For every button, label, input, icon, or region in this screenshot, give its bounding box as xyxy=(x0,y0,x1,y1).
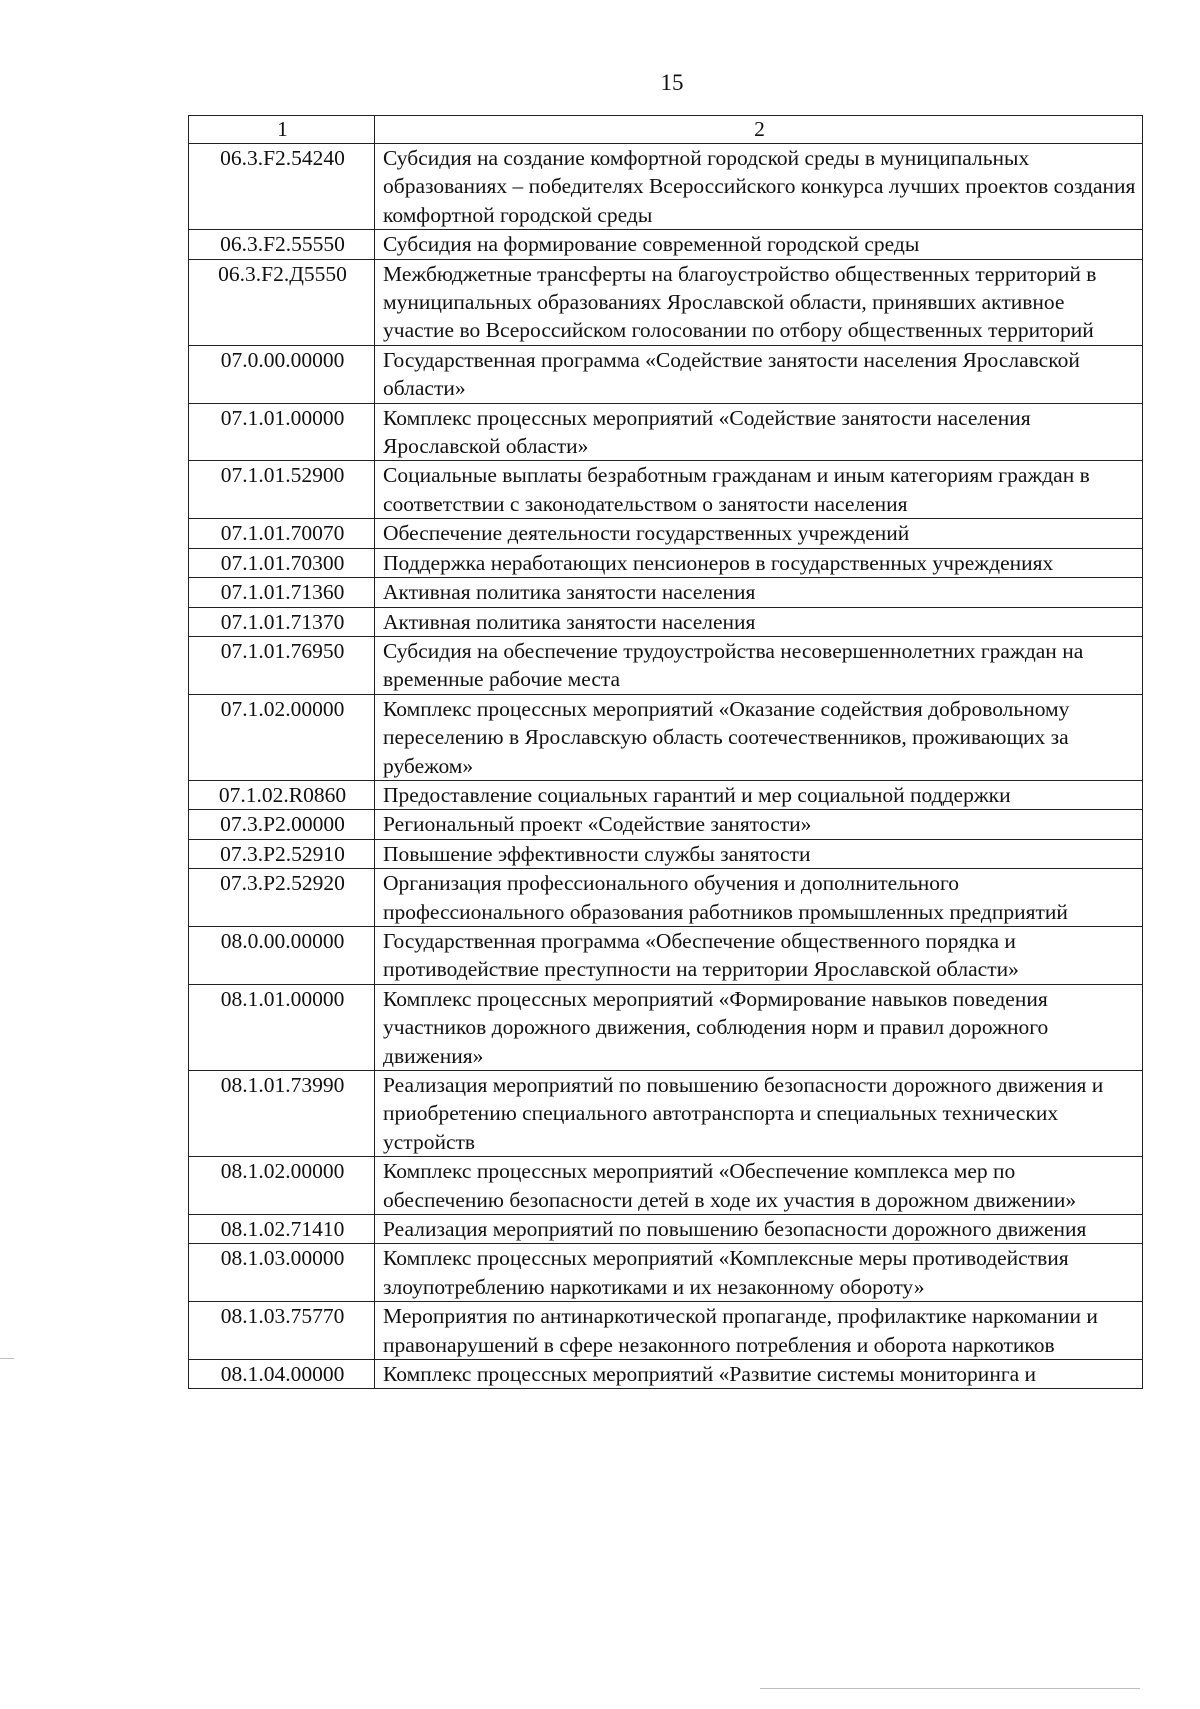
budget-code-cell: 08.1.01.73990 xyxy=(189,1071,375,1157)
budget-code-cell: 07.1.01.71370 xyxy=(189,607,375,636)
table-row xyxy=(189,869,1143,927)
scan-mark xyxy=(760,1688,1140,1689)
budget-code-cell: 06.3.F2.55550 xyxy=(189,230,375,259)
expenditure-name-cell: Субсидия на создание комфортной городской среды в муниципальных образованиях – победителях Всероссийского конкурса лучших проектов создания комфортной городской среды xyxy=(375,144,1143,230)
table-row xyxy=(189,144,1143,230)
expenditure-name-cell: Реализация мероприятий по повышению безопасности дорожного движения xyxy=(375,1215,1143,1244)
column-header-2: 2 xyxy=(375,116,1143,144)
budget-code-cell: 07.1.01.71360 xyxy=(189,578,375,607)
budget-code-cell: 07.1.02.00000 xyxy=(189,694,375,780)
expenditure-name-cell: Государственная программа «Обеспечение общественного порядка и противодействие преступности на территории Ярославской области» xyxy=(375,926,1143,984)
budget-code-cell: 07.1.01.70070 xyxy=(189,519,375,548)
expenditure-name-cell: Активная политика занятости населения xyxy=(375,607,1143,636)
table-row xyxy=(189,1244,1143,1302)
table-row xyxy=(189,839,1143,868)
expenditure-name-cell: Комплекс процессных мероприятий «Обеспечение комплекса мер по обеспечению безопасности детей в ходе их участия в дорожном движении» xyxy=(375,1157,1143,1215)
expenditure-name-cell: Организация профессионального обучения и дополнительного профессионального образования работников промышленных предприятий xyxy=(375,869,1143,927)
table-row xyxy=(189,1360,1143,1389)
table-row xyxy=(189,984,1143,1070)
expenditure-name-cell: Активная политика занятости населения xyxy=(375,578,1143,607)
page-number: 15 xyxy=(660,70,684,95)
table-row xyxy=(189,461,1143,519)
budget-code-cell: 07.1.01.52900 xyxy=(189,461,375,519)
table-row xyxy=(189,607,1143,636)
budget-code-cell: 08.1.04.00000 xyxy=(189,1360,375,1389)
table-header-row xyxy=(189,116,1143,144)
table-row xyxy=(189,694,1143,780)
table-row xyxy=(189,1302,1143,1360)
expenditure-name-cell: Комплекс процессных мероприятий «Комплексные меры противодействия злоупотреблению наркотиками и их незаконному обороту» xyxy=(375,1244,1143,1302)
expenditure-name-cell: Комплекс процессных мероприятий «Содействие занятости населения Ярославской области» xyxy=(375,403,1143,461)
budget-code-cell: 07.1.02.R0860 xyxy=(189,780,375,809)
budget-code-cell: 08.0.00.00000 xyxy=(189,926,375,984)
expenditure-name-cell: Субсидия на обеспечение трудоустройства несовершеннолетних граждан на временные рабочие места xyxy=(375,636,1143,694)
table-row xyxy=(189,926,1143,984)
table-row xyxy=(189,403,1143,461)
expenditure-name-cell: Реализация мероприятий по повышению безопасности дорожного движения и приобретению специального автотранспорта и специальных технических устройств xyxy=(375,1071,1143,1157)
table-row xyxy=(189,259,1143,345)
budget-code-cell: 07.3.P2.00000 xyxy=(189,810,375,839)
expenditure-name-cell: Региональный проект «Содействие занятости» xyxy=(375,810,1143,839)
table-row xyxy=(189,1157,1143,1215)
expenditure-name-cell: Предоставление социальных гарантий и мер социальной поддержки xyxy=(375,780,1143,809)
table-row xyxy=(189,519,1143,548)
expenditure-name-cell: Комплекс процессных мероприятий «Оказание содействия добровольному переселению в Ярославскую область соотечественников, проживающих за рубежом» xyxy=(375,694,1143,780)
expenditure-name-cell: Социальные выплаты безработным гражданам и иным категориям граждан в соответствии с законодательством о занятости населения xyxy=(375,461,1143,519)
budget-code-cell: 06.3.F2.Д5550 xyxy=(189,259,375,345)
expenditure-name-cell: Комплекс процессных мероприятий «Формирование навыков поведения участников дорожного движения, соблюдения норм и правил дорожного движения» xyxy=(375,984,1143,1070)
budget-code-cell: 07.1.01.76950 xyxy=(189,636,375,694)
budget-code-cell: 07.3.P2.52910 xyxy=(189,839,375,868)
expenditure-name-cell: Государственная программа «Содействие занятости населения Ярославской области» xyxy=(375,345,1143,403)
expenditure-name-cell: Повышение эффективности службы занятости xyxy=(375,839,1143,868)
budget-code-cell: 07.0.00.00000 xyxy=(189,345,375,403)
expenditure-name-cell: Поддержка неработающих пенсионеров в государственных учреждениях xyxy=(375,548,1143,577)
budget-code-cell: 08.1.02.00000 xyxy=(189,1157,375,1215)
expenditure-name-cell: Комплекс процессных мероприятий «Развитие системы мониторинга и xyxy=(375,1360,1143,1389)
expenditure-name-cell: Обеспечение деятельности государственных учреждений xyxy=(375,519,1143,548)
budget-code-cell: 07.3.P2.52920 xyxy=(189,869,375,927)
table-body xyxy=(189,116,1143,1389)
budget-code-cell: 08.1.02.71410 xyxy=(189,1215,375,1244)
budget-code-cell: 08.1.03.00000 xyxy=(189,1244,375,1302)
budget-code-cell: 07.1.01.00000 xyxy=(189,403,375,461)
scan-mark xyxy=(0,1358,14,1359)
expenditure-name-cell: Субсидия на формирование современной городской среды xyxy=(375,230,1143,259)
table-row xyxy=(189,1215,1143,1244)
table-row xyxy=(189,578,1143,607)
table-row xyxy=(189,810,1143,839)
table-row xyxy=(189,548,1143,577)
expenditure-name-cell: Межбюджетные трансферты на благоустройство общественных территорий в муниципальных образованиях Ярославской области, принявших активное участие во Всероссийском голосовании по отбору общественных территорий xyxy=(375,259,1143,345)
expenditure-name-cell: Мероприятия по антинаркотической пропаганде, профилактике наркомании и правонарушений в сфере незаконного потребления и оборота наркотиков xyxy=(375,1302,1143,1360)
budget-codes-table xyxy=(188,115,1143,1389)
budget-code-cell: 06.3.F2.54240 xyxy=(189,144,375,230)
table-row xyxy=(189,780,1143,809)
budget-code-cell: 07.1.01.70300 xyxy=(189,548,375,577)
column-header-1: 1 xyxy=(189,116,375,144)
budget-code-cell: 08.1.03.75770 xyxy=(189,1302,375,1360)
budget-code-cell: 08.1.01.00000 xyxy=(189,984,375,1070)
table-row xyxy=(189,1071,1143,1157)
table-row xyxy=(189,636,1143,694)
table-row xyxy=(189,230,1143,259)
table-row xyxy=(189,345,1143,403)
